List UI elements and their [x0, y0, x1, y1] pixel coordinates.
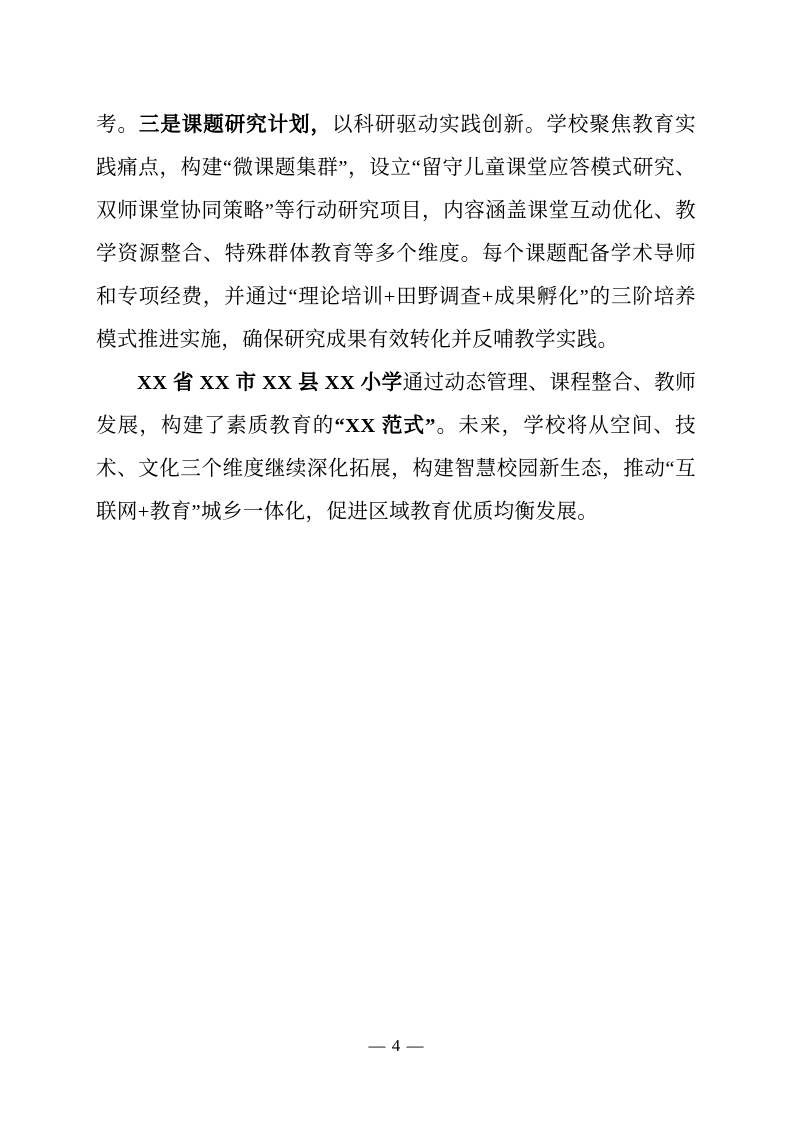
paragraph-1-body: 以科研驱动实践创新。学校聚焦教育实践痛点，构建“微课题集群”，设立“留守儿童课堂应答模式研究、双师课堂协同策略”等行动研究项目，内容涵盖课堂互动优化、教学资源整合、特殊群体教育等多个维度。每个课题配备学术导师和专项经费，并通过“理论培训+田野调查+成果孵化”的三阶培养模式推进实施，确保研究成果有效转化并反哺教学实践。	[96, 114, 696, 351]
paragraph-2	[96, 362, 696, 534]
paragraph-1-lead-plain: 考。	[96, 114, 139, 136]
document-body	[96, 104, 696, 534]
paragraph-2-bold-inline: “XX 范式”	[334, 415, 436, 437]
paragraph-1	[96, 104, 696, 362]
paragraph-2-lead-bold: XX 省 XX 市 XX 县 XX 小学	[137, 372, 403, 394]
page-footer	[0, 1036, 793, 1056]
page-number: — 4 —	[368, 1036, 425, 1055]
paragraph-1-lead-bold: 三是课题研究计划，	[138, 114, 332, 136]
paragraph-2-body-part1: 通过动态管理、课程整合、教师发展，构建了素质教育的	[96, 372, 696, 437]
paragraph-2-body-part2: 。未来，学校将从空间、技术、文化三个维度继续深化拓展，构建智慧校园新生态，推动“互联网+教育”城乡一体化，促进区域教育优质均衡发展。	[96, 415, 696, 523]
